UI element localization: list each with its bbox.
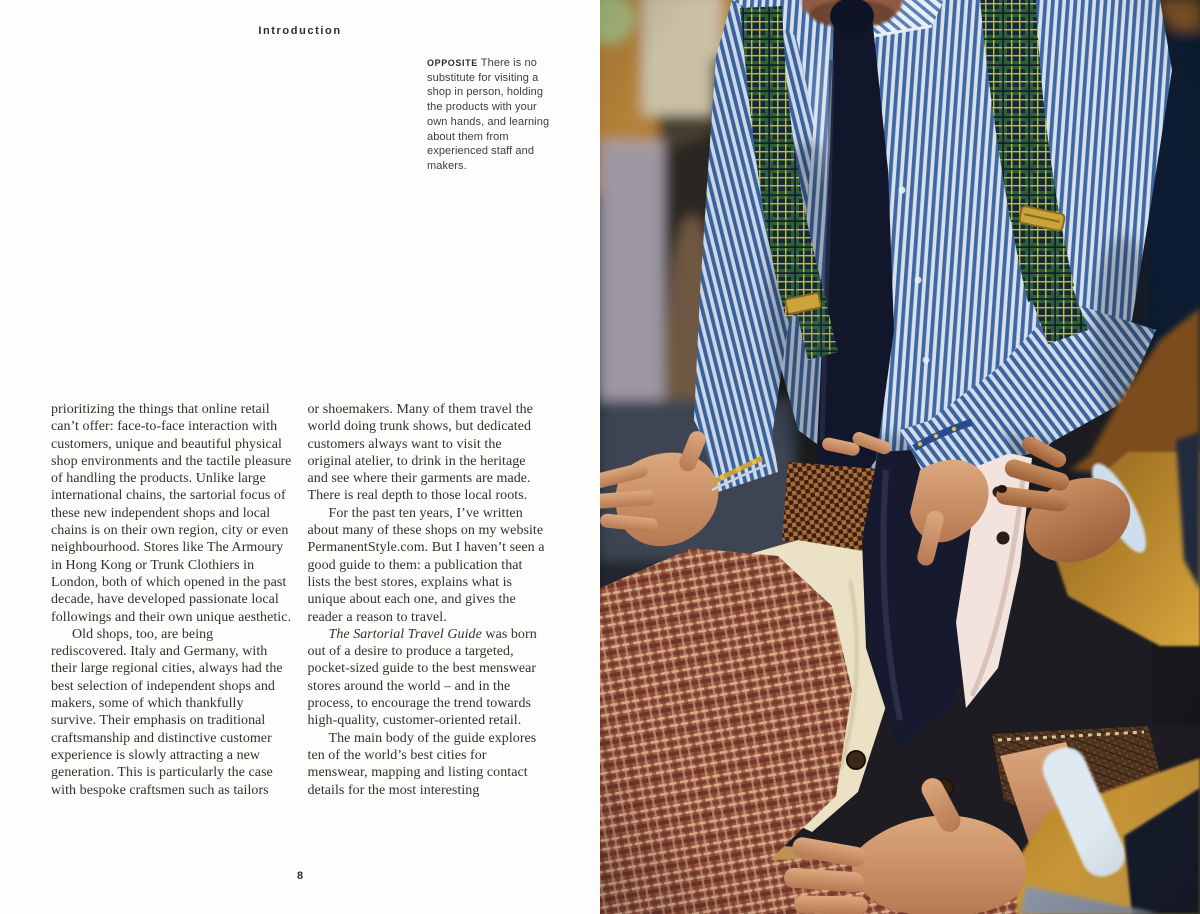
paragraph: or shoemakers. Many of them travel the world doing trunk shows, but dedicated customers always want to visit the original atelier, to drink in the heritage and see where their garments are made. There is real depth to those local roots. (307, 402, 533, 504)
caption-text: There is no substitute for visiting a shop in person, holding the products with your own hands, and learning about them from experienced staff and makers. (427, 57, 550, 172)
text-columns (51, 401, 548, 799)
column-left (51, 401, 292, 799)
paragraph: For the past ten years, I’ve written about many of these shops on my website PermanentStyle.com. But I haven’t seen a good guide to them: a publication that lists the best stores, explains what is unique about each one, and gives the reader a reason to travel. (307, 505, 545, 625)
paragraph (308, 626, 549, 730)
paragraph: prioritizing the things that online retail can’t offer: face-to-face interaction with customers, unique and beautiful physical shop environments and the tactile pleasure of handling the products. Unlike large international chains, the sartorial focus of these new independent shops and local chains is on their own region, city or even neighbourhood. Stores like The Armoury in Hong Kong or Trunk Clothiers in London, both of which opened in the past decade, have developed passionate local followings and their own unique aesthetic. (51, 402, 292, 625)
paragraph-text: was born out of a desire to produce a targeted, pocket-sized guide to the best menswear stores around the world – and in the process, to encourage the trend towards high-quality, customer-oriented retail. (307, 626, 537, 729)
italic-book-title: The Sartorial Travel Guide (328, 626, 482, 642)
folio-page-number: 8 (296, 870, 304, 882)
running-head: Introduction (258, 25, 342, 37)
photo-svg (600, 0, 1200, 914)
opposite-photo (600, 0, 1200, 914)
photo-vignette (600, 0, 1200, 914)
paragraph: The main body of the guide explores ten of the world’s best cities for menswear, mapping and listing contact details for the most interesting (307, 730, 537, 798)
photo-caption (427, 56, 555, 174)
column-right (308, 401, 549, 799)
paragraph: Old shops, too, are being rediscovered. Italy and Germany, with their large regional cities, always had the best selection of independent shops and makers, some of which thankfully survive. Their emphasis on traditional craftsmanship and distinctive customer experience is slowly attracting a new generation. This is particularly the case with bespoke craftsmen such as tailors (51, 626, 283, 798)
caption-label: OPPOSITE (427, 58, 478, 68)
